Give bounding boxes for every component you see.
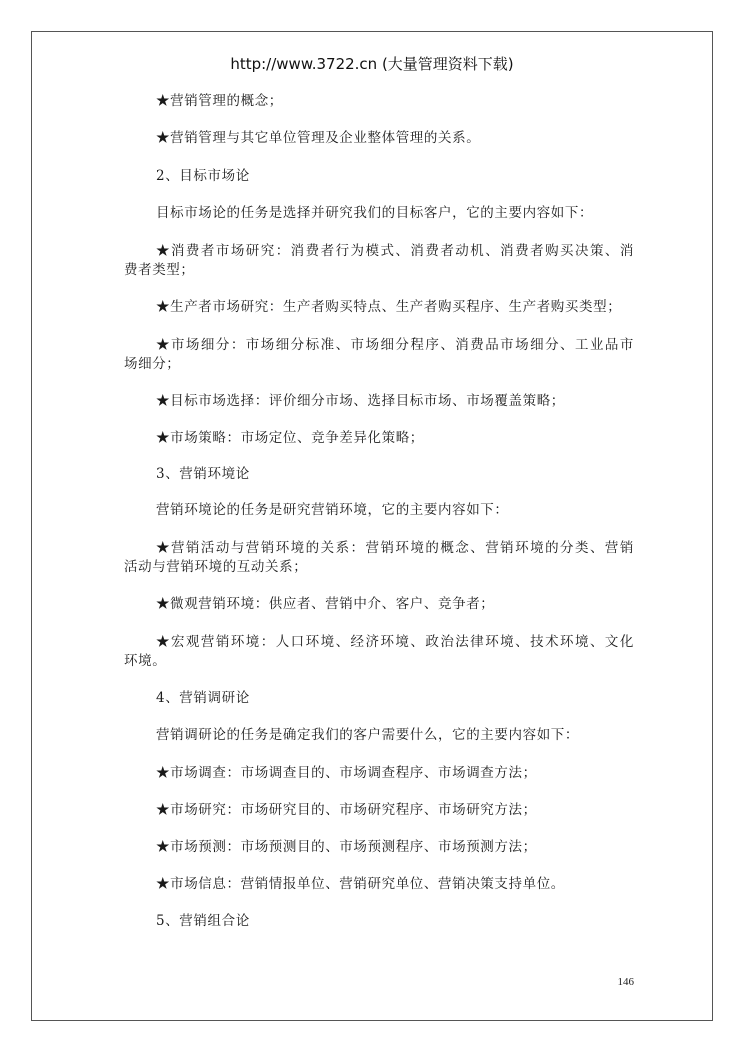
bullet-market-study: ★市场研究：市场研究目的、市场研究程序、市场研究方法； [156, 802, 537, 818]
paragraph-target-market-intro: 目标市场论的任务是选择并研究我们的目标客户，它的主要内容如下： [156, 205, 594, 221]
bullet-micro-environment: ★微观营销环境：供应者、营销中介、客户、竞争者； [156, 596, 495, 612]
bullet-market-forecast: ★市场预测：市场预测目的、市场预测程序、市场预测方法； [156, 839, 537, 855]
bullet-producer-market: ★生产者市场研究：生产者购买特点、生产者购买程序、生产者购买类型； [156, 299, 622, 315]
bullet-marketing-management-relations: ★营销管理与其它单位管理及企业整体管理的关系。 [156, 130, 481, 146]
paragraph-marketing-research-intro: 营销调研论的任务是确定我们的客户需要什么，它的主要内容如下： [156, 727, 579, 743]
bullet-consumer-market-line2: 费者类型； [124, 262, 195, 278]
section-heading-marketing-mix: 5、营销组合论 [156, 913, 250, 929]
bullet-target-market-selection: ★目标市场选择：评价细分市场、选择目标市场、市场覆盖策略； [156, 393, 565, 409]
page-number: 146 [617, 976, 634, 988]
bullet-activity-environment-line2: 活动与营销环境的互动关系； [124, 559, 308, 575]
section-heading-marketing-environment: 3、营销环境论 [156, 466, 250, 482]
paragraph-marketing-environment-intro: 营销环境论的任务是研究营销环境，它的主要内容如下： [156, 502, 509, 518]
bullet-market-survey: ★市场调查：市场调查目的、市场调查程序、市场调查方法； [156, 765, 537, 781]
bullet-market-information: ★市场信息：营销情报单位、营销研究单位、营销决策支持单位。 [156, 876, 565, 892]
section-heading-target-market: 2、目标市场论 [156, 168, 250, 184]
bullet-macro-environment-line2: 环境。 [124, 653, 167, 669]
section-heading-marketing-research: 4、营销调研论 [156, 690, 250, 706]
bullet-macro-environment-line1: ★宏观营销环境：人口环境、经济环境、政治法律环境、技术环境、文化 [156, 634, 634, 650]
header-url: http://www.3722.cn (大量管理资料下载) [230, 55, 514, 73]
bullet-market-segmentation-line2: 场细分； [124, 356, 181, 372]
bullet-market-segmentation-line1: ★市场细分：市场细分标准、市场细分程序、消费品市场细分、工业品市 [156, 337, 634, 353]
bullet-marketing-management-concept: ★营销管理的概念； [156, 93, 283, 109]
bullet-activity-environment-line1: ★营销活动与营销环境的关系：营销环境的概念、营销环境的分类、营销 [156, 540, 634, 556]
bullet-consumer-market-line1: ★消费者市场研究：消费者行为模式、消费者动机、消费者购买决策、消 [156, 243, 634, 259]
bullet-market-strategy: ★市场策略：市场定位、竞争差异化策略； [156, 430, 424, 446]
